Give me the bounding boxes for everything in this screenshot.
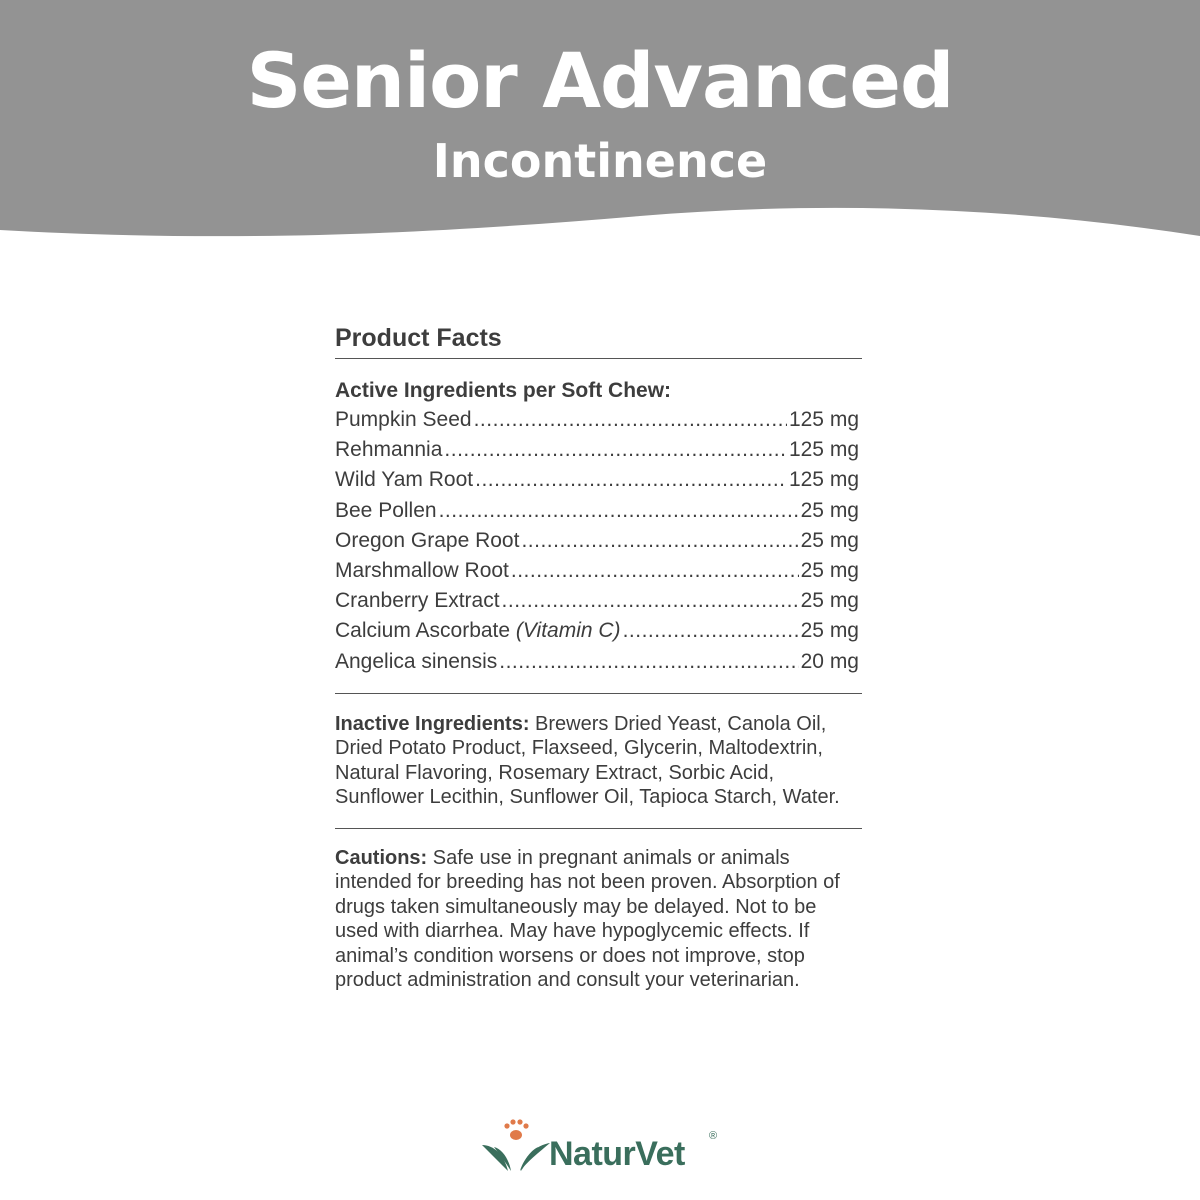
cautions-text: Safe use in pregnant animals or animals intended for breeding has not been proven. Absorption of drugs taken simultaneously may be delayed. Not to be used with diarrhea. May have hypoglycemic effects. If animal’s condition worsens or does not improve, stop product administration and consult your veterinarian. xyxy=(335,846,840,992)
product-facts-heading: Product Facts xyxy=(335,324,502,352)
naturvet-logo xyxy=(480,1115,740,1175)
ingredient-name: Marshmallow Root xyxy=(335,558,509,582)
dot-leader xyxy=(521,526,798,556)
ingredient-row xyxy=(335,586,862,616)
dot-leader xyxy=(502,586,799,616)
cautions-label: Cautions: xyxy=(335,846,428,869)
ingredient-name-with-note xyxy=(335,616,621,646)
paw-leaf-icon xyxy=(480,1115,550,1175)
active-ingredients-heading: Active Ingredients per Soft Chew: xyxy=(335,379,672,402)
dot-leader xyxy=(511,556,799,586)
ingredient-row xyxy=(335,465,862,495)
ingredient-name: Bee Pollen xyxy=(335,498,437,522)
registered-mark: ® xyxy=(709,1130,718,1142)
ingredient-amount: 125 mg xyxy=(788,468,859,492)
ingredient-amount: 20 mg xyxy=(800,649,859,673)
inactive-ingredients xyxy=(335,712,862,810)
ingredient-amount: 25 mg xyxy=(800,619,859,643)
ingredient-name: Calcium Ascorbate xyxy=(335,619,511,643)
ingredient-row xyxy=(335,616,862,646)
brand-name: NaturVet xyxy=(549,1135,685,1173)
ingredient-name: Oregon Grape Root xyxy=(335,528,520,552)
dot-leader xyxy=(444,435,787,465)
ingredient-row xyxy=(335,526,862,556)
ingredient-row xyxy=(335,496,862,526)
product-facts-panel xyxy=(335,322,862,993)
ingredient-row xyxy=(335,405,862,435)
ingredient-note: (Vitamin C) xyxy=(515,619,621,643)
divider xyxy=(335,693,862,694)
ingredient-amount: 25 mg xyxy=(800,589,859,613)
ingredient-amount: 25 mg xyxy=(800,558,859,582)
ingredient-amount: 125 mg xyxy=(788,438,859,462)
active-ingredients-list xyxy=(335,405,862,677)
divider xyxy=(335,358,862,359)
ingredient-amount: 125 mg xyxy=(788,408,859,431)
ingredient-row xyxy=(335,435,862,465)
dot-leader xyxy=(474,405,787,435)
ingredient-row xyxy=(335,647,862,677)
ingredient-name: Rehmannia xyxy=(335,438,443,462)
ingredient-name: Cranberry Extract xyxy=(335,589,500,613)
ingredient-name: Angelica sinensis xyxy=(335,649,498,673)
dot-leader xyxy=(499,647,798,677)
ingredient-amount: 25 mg xyxy=(800,528,859,552)
inactive-ingredients-label: Inactive Ingredients: xyxy=(335,712,530,735)
page-subtitle: Incontinence xyxy=(432,134,768,188)
page-title: Senior Advanced xyxy=(246,36,954,125)
ingredient-name: Wild Yam Root xyxy=(335,468,474,492)
dot-leader xyxy=(439,496,799,526)
ingredient-amount: 25 mg xyxy=(800,498,859,522)
inactive-ingredients-text: Brewers Dried Yeast, Canola Oil, Dried Potato Product, Flaxseed, Glycerin, Maltodextrin, Natural Flavoring, Rosemary Extract, Sorbic Acid, Sunflower Lecithin, Sunflower Oil, Tapioca Starch, Water. xyxy=(335,712,840,809)
dot-leader xyxy=(475,465,787,495)
cautions xyxy=(335,846,862,993)
header-banner xyxy=(0,0,1200,260)
dot-leader xyxy=(623,616,799,646)
ingredient-name: Pumpkin Seed xyxy=(335,408,472,431)
divider xyxy=(335,828,862,829)
ingredient-row xyxy=(335,556,862,586)
